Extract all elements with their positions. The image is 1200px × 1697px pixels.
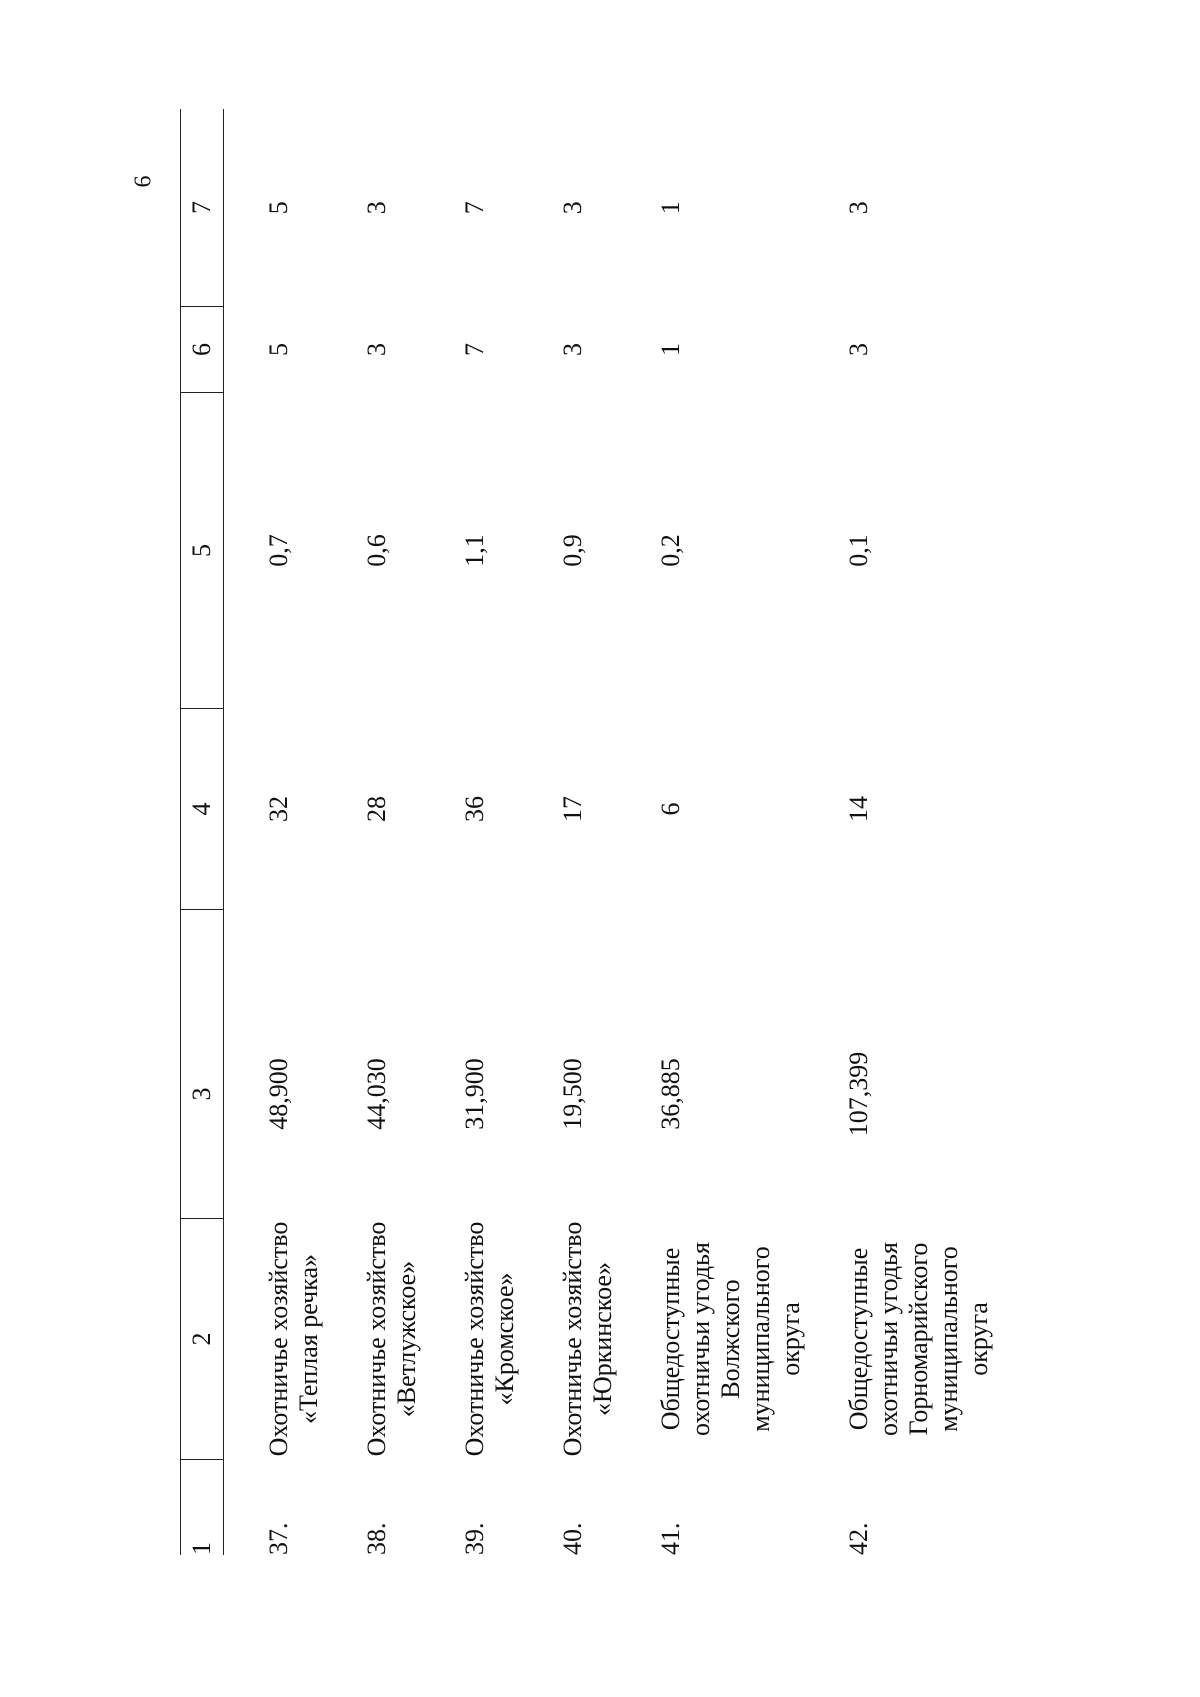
col-7-cell: 3 [362,201,391,215]
table-header-row [181,109,224,1555]
table-row [224,109,325,1555]
col-6-cell: 5 [264,343,293,356]
name-line: Общедоступные [656,1247,685,1431]
col-6-cell: 7 [460,343,489,356]
row-number-cell: 37. [264,1522,293,1555]
col-5-cell: 0,2 [656,534,685,567]
row-number-cell: 42. [844,1522,873,1555]
col-6-cell: 3 [362,343,391,356]
name-line: округа [964,1302,993,1376]
row-number-cell: 41. [656,1522,685,1555]
col-3-cell: 19,500 [558,1058,587,1130]
col-4-cell: 14 [844,796,873,822]
col-3-cell: 36,885 [656,1058,685,1130]
name-line: Охотничье хозяйство [264,1221,293,1457]
hunting-ground-name-cell [618,1219,806,1460]
col-4-cell: 36 [460,796,489,822]
table-row [806,109,994,1555]
header-col-5: 5 [181,393,224,709]
name-line: «Кромское» [490,1272,519,1406]
name-line: муниципального [746,1246,775,1432]
col-3-cell: 31,900 [460,1058,489,1130]
name-line: Охотничье хозяйство [362,1221,391,1457]
col-7-cell: 3 [844,201,873,215]
row-number-cell: 40. [558,1522,587,1555]
name-line: охотничьи угодья [874,1242,903,1436]
data-table [180,109,994,1555]
col-4-cell: 6 [656,802,685,816]
hunting-ground-name-cell [422,1219,520,1460]
col-3-cell: 107,399 [844,1051,873,1137]
name-line: Охотничье хозяйство [460,1221,489,1457]
hunting-ground-name-cell [520,1219,618,1460]
col-6-cell: 1 [656,343,685,356]
name-line: «Юркинское» [588,1262,617,1416]
header-col-1: 1 [181,1460,224,1556]
table-row [422,109,520,1555]
header-col-6: 6 [181,307,224,393]
header-col-4: 4 [181,709,224,910]
hunting-ground-name-cell [806,1219,994,1460]
col-4-cell: 32 [264,796,293,822]
name-line: Волжского [716,1279,745,1399]
col-3-cell: 44,030 [362,1058,391,1130]
col-7-cell: 5 [264,201,293,215]
col-5-cell: 0,9 [558,534,587,567]
col-4-cell: 17 [558,796,587,822]
name-line: муниципального [934,1246,963,1432]
name-line: Охотничье хозяйство [558,1221,587,1457]
col-6-cell: 3 [844,343,873,356]
col-4-cell: 28 [362,796,391,822]
name-line: охотничьи угодья [686,1242,715,1436]
col-7-cell: 3 [558,201,587,215]
header-col-3: 3 [181,910,224,1219]
hunting-ground-name-cell [324,1219,422,1460]
col-7-cell: 1 [656,201,685,215]
row-number-cell: 39. [460,1522,489,1555]
col-5-cell: 0,1 [844,534,873,567]
col-6-cell: 3 [558,343,587,356]
header-col-7: 7 [181,109,224,307]
col-5-cell: 1,1 [460,534,489,567]
name-line: Горномарийского [904,1242,933,1436]
name-line: округа [776,1302,805,1376]
col-7-cell: 7 [460,201,489,215]
table-row [520,109,618,1555]
name-line: «Теплая речка» [294,1253,323,1425]
rotated-table-container [180,175,993,1555]
name-line: Общедоступные [844,1247,873,1431]
col-3-cell: 48,900 [264,1058,293,1130]
table-row [618,109,806,1555]
table-row [324,109,422,1555]
header-col-2: 2 [181,1219,224,1460]
name-line: «Ветлужское» [392,1260,421,1418]
row-number-cell: 38. [362,1522,391,1555]
col-5-cell: 0,7 [264,534,293,567]
col-5-cell: 0,6 [362,534,391,567]
hunting-ground-name-cell [224,1219,325,1460]
page-number: 6 [130,175,157,188]
